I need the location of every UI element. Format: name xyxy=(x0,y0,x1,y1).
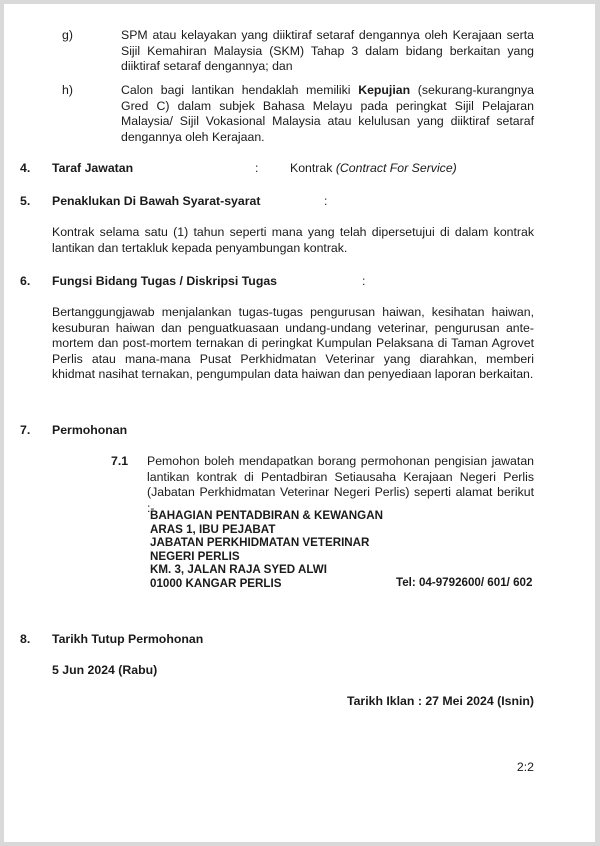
section-8-number: 8. xyxy=(20,632,31,646)
section-7-number: 7. xyxy=(20,423,31,437)
address-block xyxy=(150,509,383,590)
requirement-h-bold: Kepujian xyxy=(358,83,411,97)
section-4-title: Taraf Jawatan xyxy=(52,161,134,175)
section-7-1-body: Pemohon boleh mendapatkan borang permohonan pengisian jawatan lantikan kontrak di Pentadbiran Setiausaha Kerajaan Negeri Perlis (Jabatan Perkhidmatan Veterinar Negeri Perlis) seperti alamat berikut :- xyxy=(147,454,534,515)
section-5-colon: : xyxy=(324,194,328,208)
requirement-h-text-part: Calon bagi lantikan hendaklah memiliki xyxy=(121,83,359,97)
section-7-title: Permohonan xyxy=(52,423,128,437)
page-number: 2:2 xyxy=(516,760,534,774)
section-4-number: 4. xyxy=(20,161,31,175)
section-6-title: Fungsi Bidang Tugas / Diskripsi Tugas xyxy=(52,274,278,288)
address-line: BAHAGIAN PENTADBIRAN & KEWANGAN xyxy=(150,509,383,522)
section-4-value xyxy=(290,161,457,177)
contract-type: Kontrak xyxy=(290,161,333,175)
section-4-colon: : xyxy=(255,161,259,175)
address-line: JABATAN PERKHIDMATAN VETERINAR xyxy=(150,536,370,549)
advertisement-date: Tarikh Iklan : 27 Mei 2024 (Isnin) xyxy=(346,694,534,708)
item-marker-g: g) xyxy=(62,28,73,42)
requirement-h-text xyxy=(121,83,534,145)
closing-date: 5 Jun 2024 (Rabu) xyxy=(52,663,158,677)
section-6-body: Bertanggungjawab menjalankan tugas-tugas pengurusan haiwan, kesihatan haiwan, kesuburan haiwan dan penguatkuasaan undang-undang veterinar, pengurusan ante-mortem dan post-mortem ternakan di peringkat Kumpulan Pelaksana di Taman Agrovet Perlis atau mana-mana Pusat Perkhidmatan Veterinar yang diarahkan, memberi khidmat nasihat ternakan, pengumpulan data haiwan dan penyediaan laporan berkaitan. xyxy=(52,305,534,382)
requirement-h-text-part: (sekurang-kurangnya Gred C) dalam subjek Bahasa Melayu pada peringkat Sijil Pelajaran Malaysia/ Sijil Vokasional Malaysia atau kelulusan yang diiktiraf setaraf dengannya oleh Kerajaan. xyxy=(121,83,534,144)
section-5-number: 5. xyxy=(20,194,31,208)
section-5-body: Kontrak selama satu (1) tahun seperti mana yang telah dipersetujui di dalam kontrak lantikan dan tertakluk kepada penyambungan kontrak. xyxy=(52,225,534,255)
contract-type-note: (Contract For Service) xyxy=(335,161,457,175)
requirement-g-text: SPM atau kelayakan yang diiktiraf setaraf dengannya oleh Kerajaan serta Sijil Kemahiran Malaysia (SKM) Tahap 3 dalam bidang berkaitan yang diiktiraf setaraf dengannya; dan xyxy=(121,28,534,74)
section-6-number: 6. xyxy=(20,274,31,288)
address-line: NEGERI PERLIS xyxy=(150,549,240,563)
address-line: ARAS 1, IBU PEJABAT xyxy=(150,522,276,536)
telephone: Tel: 04-9792600/ 601/ 602 xyxy=(396,576,533,589)
section-7-1-number: 7.1 xyxy=(111,454,129,468)
section-6-colon: : xyxy=(362,274,366,288)
document-page xyxy=(4,4,595,842)
section-5-title: Penaklukan Di Bawah Syarat-syarat xyxy=(52,194,261,208)
address-line: 01000 KANGAR PERLIS xyxy=(150,576,282,590)
address-line: KM. 3, JALAN RAJA SYED ALWI xyxy=(150,563,327,576)
section-8-title: Tarikh Tutup Permohonan xyxy=(52,632,204,646)
item-marker-h: h) xyxy=(62,83,73,97)
